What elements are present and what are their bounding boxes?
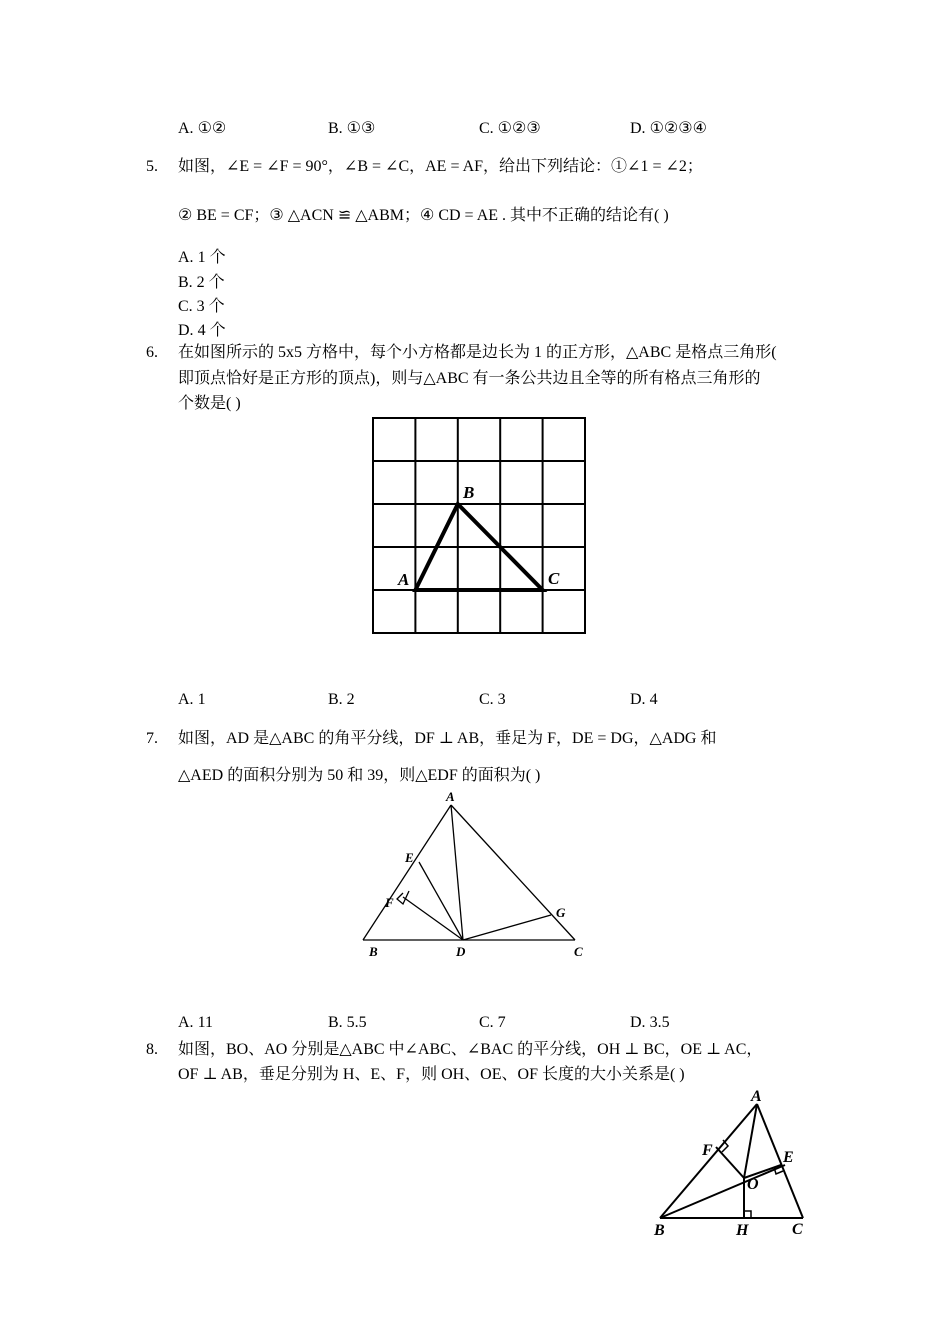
q6-option-a: A. 1 [178, 691, 206, 708]
q4-option-d: D. ①②③④ [630, 120, 707, 137]
q6-number: 6. [146, 344, 158, 361]
q5-text-line2: ② BE = CF；③ △ACN ≌ △ABM；④ CD = AE . 其中不正确的结论有( ) [178, 207, 669, 224]
q8-right-angle-e [774, 1167, 783, 1174]
q8-label-b: B [654, 1222, 665, 1239]
q7-option-d: D. 3.5 [630, 1014, 670, 1031]
q7-segment-gd [463, 915, 551, 940]
q4-option-b: B. ①③ [328, 120, 376, 137]
q6-text-line1: 在如图所示的 5x5 方格中，每个小方格都是边长为 1 的正方形，△ABC 是格点三角形( [178, 344, 777, 361]
q8-label-h: H [736, 1222, 749, 1239]
q7-label-e: E [405, 850, 414, 865]
q8-text-line2: OF ⊥ AB，垂足分别为 H、E、F，则 OH、OE、OF 长度的大小关系是( ) [178, 1066, 685, 1083]
q8-right-angle-f [722, 1140, 728, 1152]
q6-option-c: C. 3 [479, 691, 506, 708]
q8-number: 8. [146, 1041, 158, 1058]
q6-grid [373, 418, 585, 633]
q7-number: 7. [146, 730, 158, 747]
q7-label-f: F [385, 895, 394, 910]
q5-number: 5. [146, 158, 158, 175]
q6-option-b: B. 2 [328, 691, 355, 708]
q6-text-line2: 即顶点恰好是正方形的顶点)，则与△ABC 有一条公共边且全等的所有格点三角形的 [178, 370, 761, 387]
q8-segment-bo [660, 1165, 785, 1218]
q8-segment-oe [744, 1165, 781, 1178]
q4-option-c: C. ①②③ [479, 120, 541, 137]
q8-label-f: F [702, 1142, 713, 1159]
q7-segment-ad [451, 805, 463, 940]
q8-label-a: A [751, 1088, 762, 1105]
q8-label-e: E [783, 1149, 794, 1166]
q7-option-c: C. 7 [479, 1014, 506, 1031]
q7-option-b: B. 5.5 [328, 1014, 367, 1031]
q7-right-angle-mark [397, 891, 409, 904]
q8-side-ab [660, 1104, 757, 1218]
q7-option-a: A. 11 [178, 1014, 213, 1031]
q4-option-a: A. ①② [178, 120, 227, 137]
q7-side-ac [451, 805, 575, 940]
q5-text-line1: 如图，∠E = ∠F = 90°，∠B = ∠C，AE = AF，给出下列结论：①∠1 = ∠2； [178, 158, 703, 175]
q6-label-b: B [463, 483, 475, 502]
q7-segment-fd [403, 897, 463, 940]
q7-text-line2: △AED 的面积分别为 50 和 39，则△EDF 的面积为( ) [178, 767, 541, 784]
q6-label-c: C [548, 569, 560, 588]
q5-option-c: C. 3 个 [178, 298, 225, 315]
q5-option-a: A. 1 个 [178, 249, 226, 266]
q6-label-a: A [398, 570, 410, 589]
q7-label-g: G [556, 905, 566, 920]
q7-text-line1: 如图，AD 是△ABC 的角平分线，DF ⊥ AB，垂足为 F，DE = DG，△ADG 和 [178, 730, 717, 747]
q8-label-c: C [792, 1221, 803, 1238]
q8-segment-of [716, 1147, 744, 1178]
q7-label-a: A [446, 789, 455, 804]
q8-side-ac [757, 1104, 803, 1218]
q5-option-d: D. 4 个 [178, 322, 226, 339]
q5-option-b: B. 2 个 [178, 274, 225, 291]
q7-side-ab [363, 805, 451, 940]
q7-segment-ed [419, 862, 463, 940]
q7-label-b: B [369, 944, 378, 959]
q6-text-line3: 个数是( ) [178, 395, 241, 412]
q8-text-line1: 如图，BO、AO 分别是△ABC 中∠ABC、∠BAC 的平分线，OH ⊥ BC，OE ⊥ AC， [178, 1041, 763, 1058]
q6-option-d: D. 4 [630, 691, 658, 708]
q7-label-c: C [574, 944, 583, 959]
q8-label-o: O [747, 1176, 759, 1193]
q8-segment-ao [744, 1104, 757, 1178]
q7-label-d: D [456, 944, 466, 959]
q8-right-angle-h [744, 1211, 751, 1218]
q6-triangle-abc [415, 504, 542, 590]
